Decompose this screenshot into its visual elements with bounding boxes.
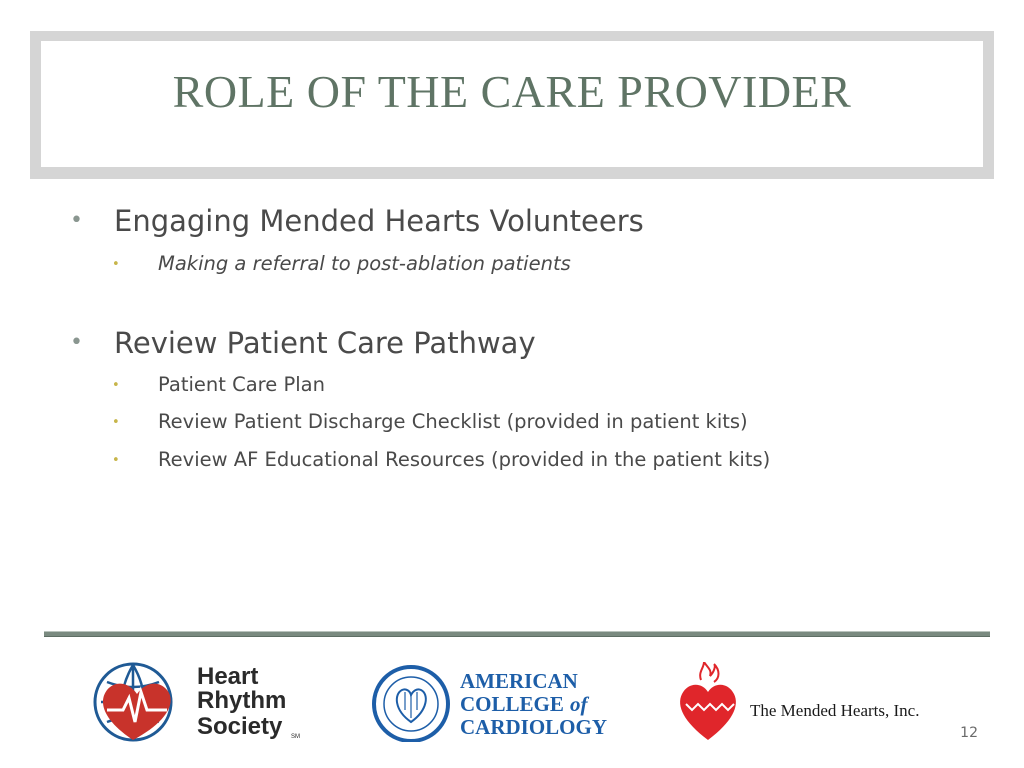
hrs-logo-icon [93, 662, 308, 742]
svg-text:Heart: Heart [197, 663, 259, 690]
svg-text:SM: SM [291, 734, 300, 740]
bullet-text: Review Patient Care Pathway [114, 326, 536, 360]
svg-text:The Mended Hearts, Inc.: The Mended Hearts, Inc. [750, 701, 920, 720]
bullet-dot-icon: • [70, 208, 83, 233]
bullet-text: Engaging Mended Hearts Volunteers [114, 204, 644, 238]
bullet-dot-icon: • [70, 330, 83, 355]
sub-bullet-text: Making a referral to post-ablation patients [158, 252, 571, 275]
title-frame [30, 31, 994, 179]
sub-bullet-dot-icon: • [112, 415, 120, 430]
svg-text:AMERICAN: AMERICAN [460, 669, 578, 693]
sub-bullet-dot-icon: • [112, 378, 120, 393]
sub-bullet-text: Patient Care Plan [158, 373, 325, 396]
sub-bullet-text: Review Patient Discharge Checklist (provided in patient kits) [158, 410, 748, 433]
sub-bullet-dot-icon: • [112, 453, 120, 468]
svg-text:COLLEGE: COLLEGE [460, 692, 564, 716]
svg-text:Rhythm: Rhythm [197, 687, 287, 714]
acc-seal-icon [372, 662, 627, 742]
sub-bullet-text: Review AF Educational Resources (provided in the patient kits) [158, 448, 771, 471]
american-college-of-cardiology-logo [372, 662, 627, 742]
slide-title: ROLE OF THE CARE PROVIDER [172, 66, 852, 117]
svg-text:Society: Society [197, 713, 283, 740]
title-box [41, 41, 983, 167]
mended-heart-icon [676, 662, 951, 742]
svg-text:CARDIOLOGY: CARDIOLOGY [460, 715, 608, 739]
page-number: 12 [960, 725, 978, 741]
sub-bullet-dot-icon: • [112, 257, 120, 272]
footer-divider [44, 631, 990, 637]
mended-hearts-logo [676, 662, 951, 742]
svg-text:of: of [570, 692, 588, 716]
heart-rhythm-society-logo [93, 662, 308, 742]
